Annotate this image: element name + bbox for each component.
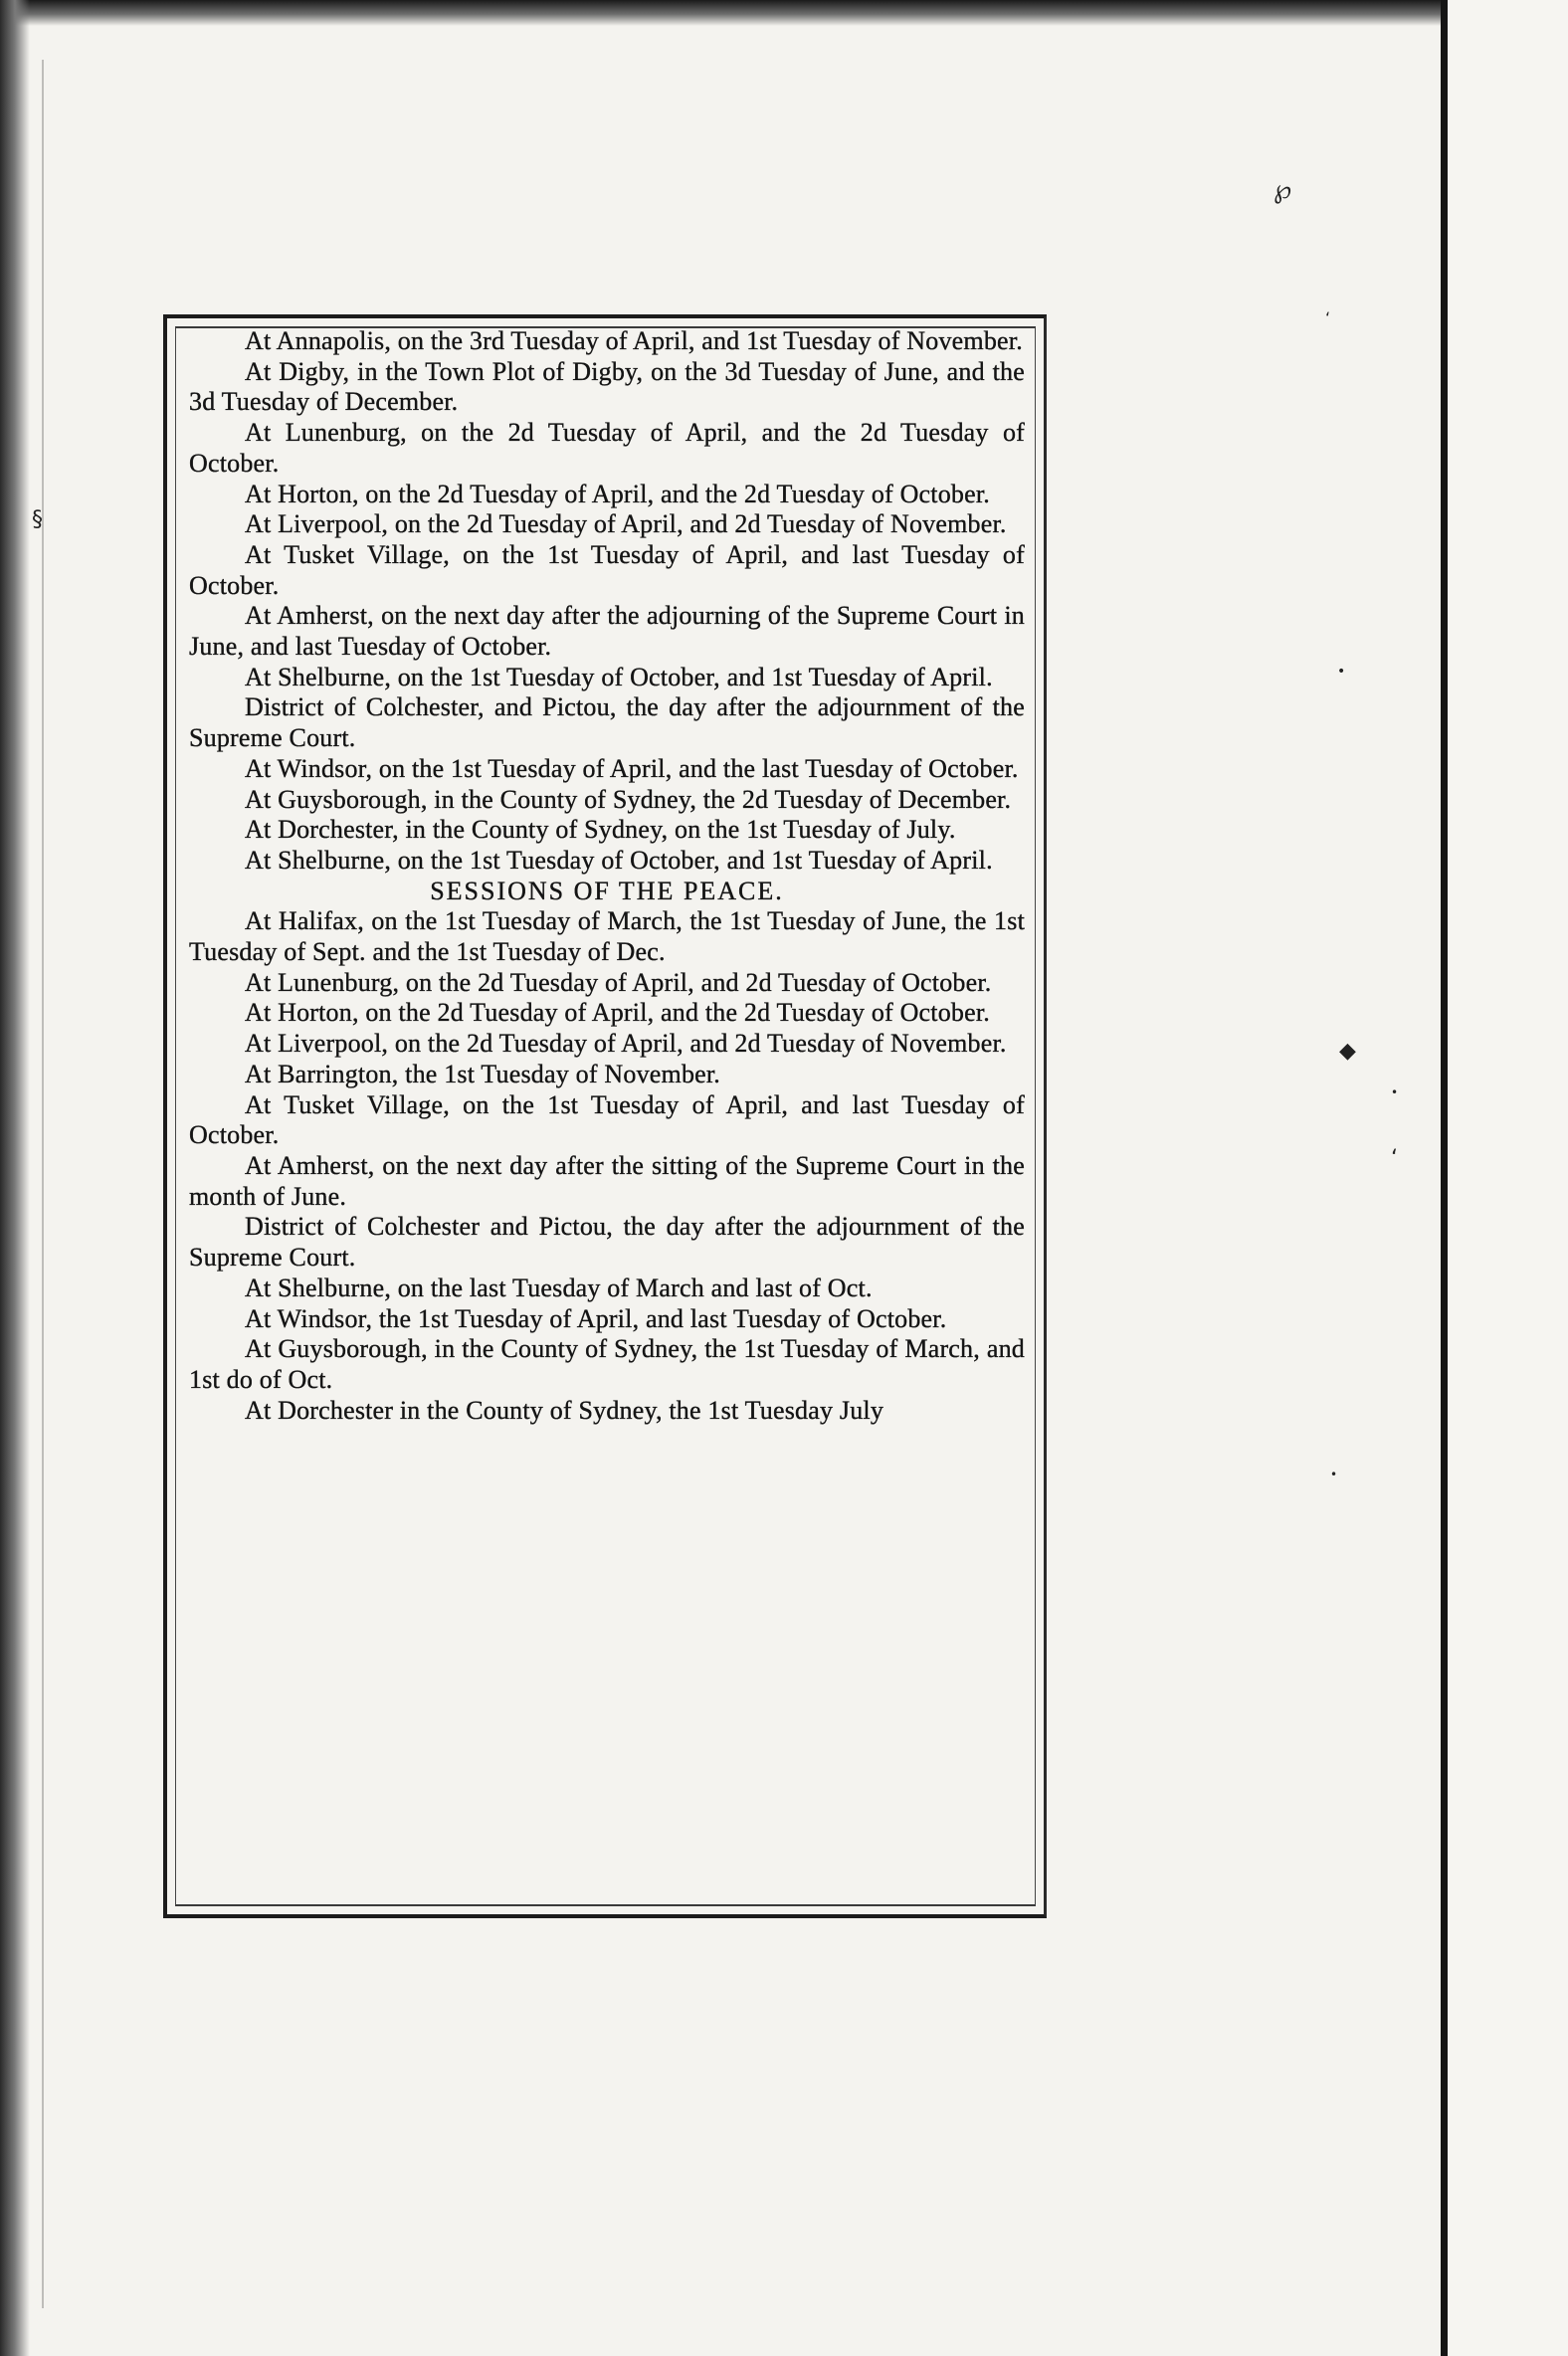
court-entry: At Shelburne, on the 1st Tuesday of October, and 1st Tuesday of April.: [245, 662, 993, 691]
ink-speck: ℘: [1274, 175, 1292, 205]
document-text: [189, 326, 1025, 1426]
sessions-entry: At Liverpool, on the 2d Tuesday of April, and 2d Tuesday of November.: [245, 1029, 1007, 1059]
ink-speck: §: [32, 507, 43, 532]
sessions-entry: At Shelburne, on the last Tuesday of March and last of Oct.: [245, 1273, 873, 1302]
page-gutter: [1441, 0, 1448, 2356]
court-entry: At Shelburne, on the 1st Tuesday of October, and 1st Tuesday of April.: [245, 845, 993, 875]
sessions-entry: At Dorchester in the County of Sydney, the 1st Tuesday July: [245, 1395, 884, 1425]
page-edge-line: [42, 60, 44, 2308]
sessions-entry: At Halifax, on the 1st Tuesday of March, the 1st Tuesday of June, the 1st Tuesday of Sept. and the 1st Tuesday of Dec.: [189, 906, 1025, 967]
sessions-entry: At Guysborough, in the County of Sydney, the 1st Tuesday of March, and 1st do of Oct.: [189, 1334, 1025, 1394]
ink-speck: ‘: [1325, 308, 1331, 327]
court-entry: At Annapolis, on the 3rd Tuesday of April, and 1st Tuesday of November.: [245, 326, 1023, 355]
court-entry: At Liverpool, on the 2d Tuesday of April, and 2d Tuesday of November.: [245, 509, 1007, 539]
court-entry: At Lunenburg, on the 2d Tuesday of April, and the 2d Tuesday of October.: [189, 418, 1025, 478]
sessions-entry: At Tusket Village, on the 1st Tuesday of April, and last Tuesday of October.: [189, 1089, 1025, 1150]
scan-top-shadow: [0, 0, 1568, 26]
facing-page: [1448, 0, 1568, 2356]
court-entry: At Dorchester, in the County of Sydney, on the 1st Tuesday of July.: [245, 815, 956, 845]
sessions-entry: At Barrington, the 1st Tuesday of November.: [245, 1059, 721, 1088]
sessions-entry: At Amherst, on the next day after the sitting of the Supreme Court in the month of June.: [189, 1150, 1025, 1211]
ink-speck: ‘: [1391, 1146, 1398, 1171]
sessions-entry: At Windsor, the 1st Tuesday of April, and last Tuesday of October.: [245, 1303, 947, 1333]
sessions-entry: At Horton, on the 2d Tuesday of April, and the 2d Tuesday of October.: [245, 998, 990, 1028]
section-heading: SESSIONS OF THE PEACE.: [430, 876, 784, 905]
sessions-entry: District of Colchester and Pictou, the day after the adjournment of the Supreme Court.: [189, 1212, 1025, 1273]
court-entry: At Windsor, on the 1st Tuesday of April, and the last Tuesday of October.: [245, 753, 1019, 783]
sessions-entry: At Lunenburg, on the 2d Tuesday of April, and 2d Tuesday of October.: [245, 967, 992, 997]
scan-left-shadow: [0, 0, 30, 2356]
ink-speck: ◆: [1339, 1039, 1356, 1064]
ink-speck: •: [1391, 1085, 1399, 1099]
court-entry: District of Colchester, and Pictou, the day after the adjournment of the Supreme Court.: [189, 692, 1025, 753]
court-entry: At Horton, on the 2d Tuesday of April, and the 2d Tuesday of October.: [245, 479, 990, 508]
ink-speck: •: [1337, 664, 1346, 680]
court-entry: At Guysborough, in the County of Sydney, the 2d Tuesday of December.: [245, 784, 1012, 814]
court-entry: At Digby, in the Town Plot of Digby, on the 3d Tuesday of June, and the 3d Tuesday of December.: [189, 356, 1025, 417]
court-entry: At Tusket Village, on the 1st Tuesday of April, and last Tuesday of October.: [189, 539, 1025, 600]
court-entry: At Amherst, on the next day after the adjourning of the Supreme Court in June, and last Tuesday of October.: [189, 601, 1025, 662]
ink-speck: •: [1330, 1468, 1338, 1481]
